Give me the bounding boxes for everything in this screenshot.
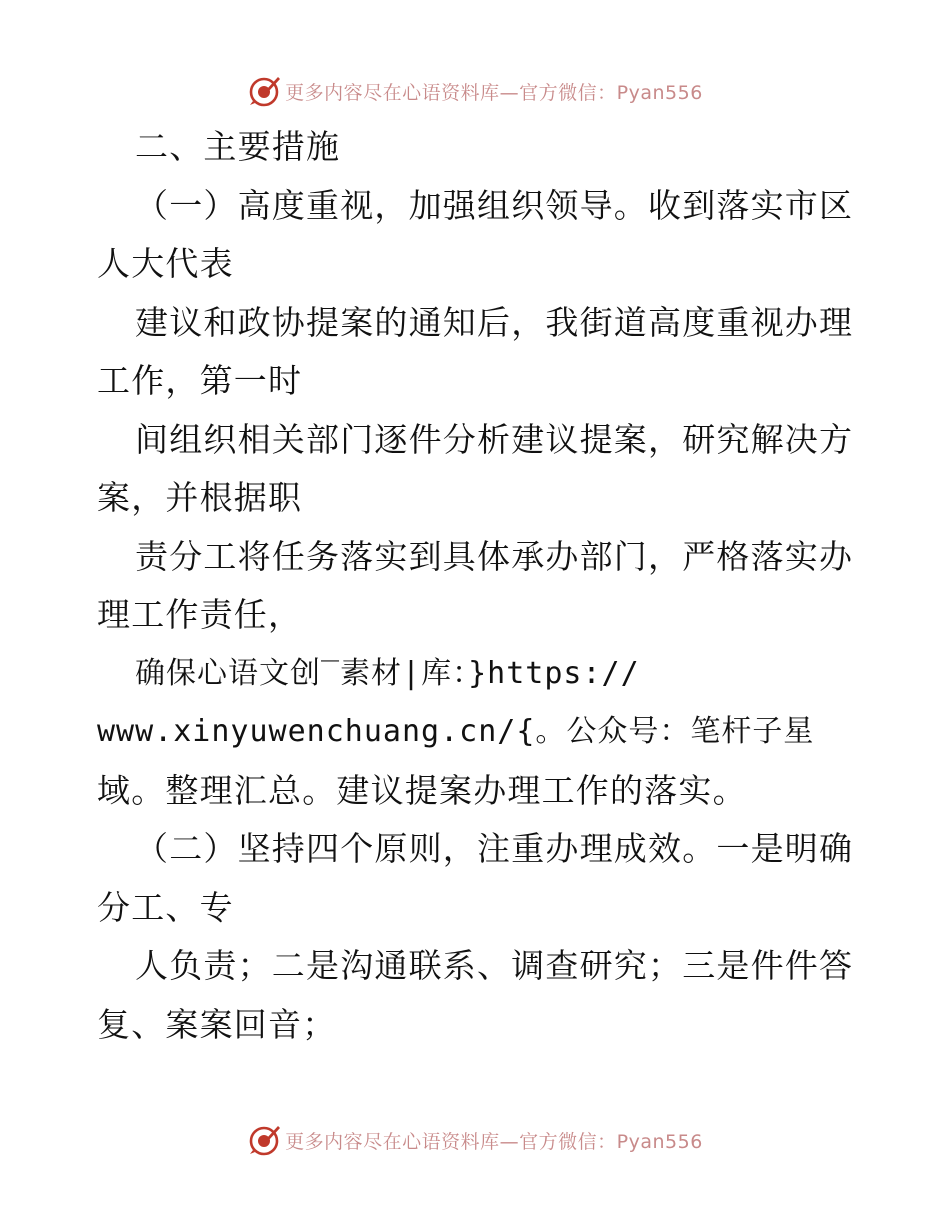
paragraph-line: 确保心语文创‾素材|库：}https:// bbox=[135, 655, 640, 691]
paragraph-line: 分工、专 bbox=[97, 887, 234, 927]
paragraph-line: 复、案案回音； bbox=[97, 1004, 337, 1044]
paragraph-line: 间组织相关部门逐件分析建议提案，研究解决方 bbox=[135, 419, 854, 459]
url-line: www.xinyuwenchuang.cn/{。公众号：笔杆子星 bbox=[97, 714, 815, 749]
footer-watermark bbox=[0, 1120, 950, 1160]
paragraph-line: 域。整理汇总。建议提案办理工作的落实。 bbox=[97, 770, 747, 810]
paragraph-line: 工作，第一时 bbox=[97, 361, 303, 400]
paragraph-line: 建议和政协提案的通知后，我街道高度重视办理 bbox=[135, 302, 854, 342]
footer-watermark-text: 更多内容尽在心语资料库—官方微信：Pyan556 bbox=[285, 1130, 703, 1153]
quill-logo-icon bbox=[247, 1123, 281, 1157]
paragraph-line: （一）高度重视，加强组织领导。收到落实市区 bbox=[135, 185, 854, 225]
paragraph-line: （二）坚持四个原则，注重办理成效。一是明确 bbox=[135, 829, 854, 868]
document-body bbox=[97, 118, 857, 1054]
paragraph-line: 案，并根据职 bbox=[97, 478, 303, 517]
paragraph-line: 人负责；二是沟通联系、调查研究；三是件件答 bbox=[135, 946, 854, 985]
paragraph-line: 理工作责任， bbox=[97, 595, 303, 634]
paragraph-line: 人大代表 bbox=[97, 244, 234, 283]
quill-logo-icon bbox=[247, 74, 281, 108]
paragraph-line: 责分工将任务落实到具体承办部门，严格落实办 bbox=[135, 536, 854, 576]
section-heading: 二、主要措施 bbox=[135, 127, 341, 166]
header-watermark bbox=[0, 71, 950, 111]
header-watermark-text: 更多内容尽在心语资料库—官方微信：Pyan556 bbox=[285, 81, 703, 104]
